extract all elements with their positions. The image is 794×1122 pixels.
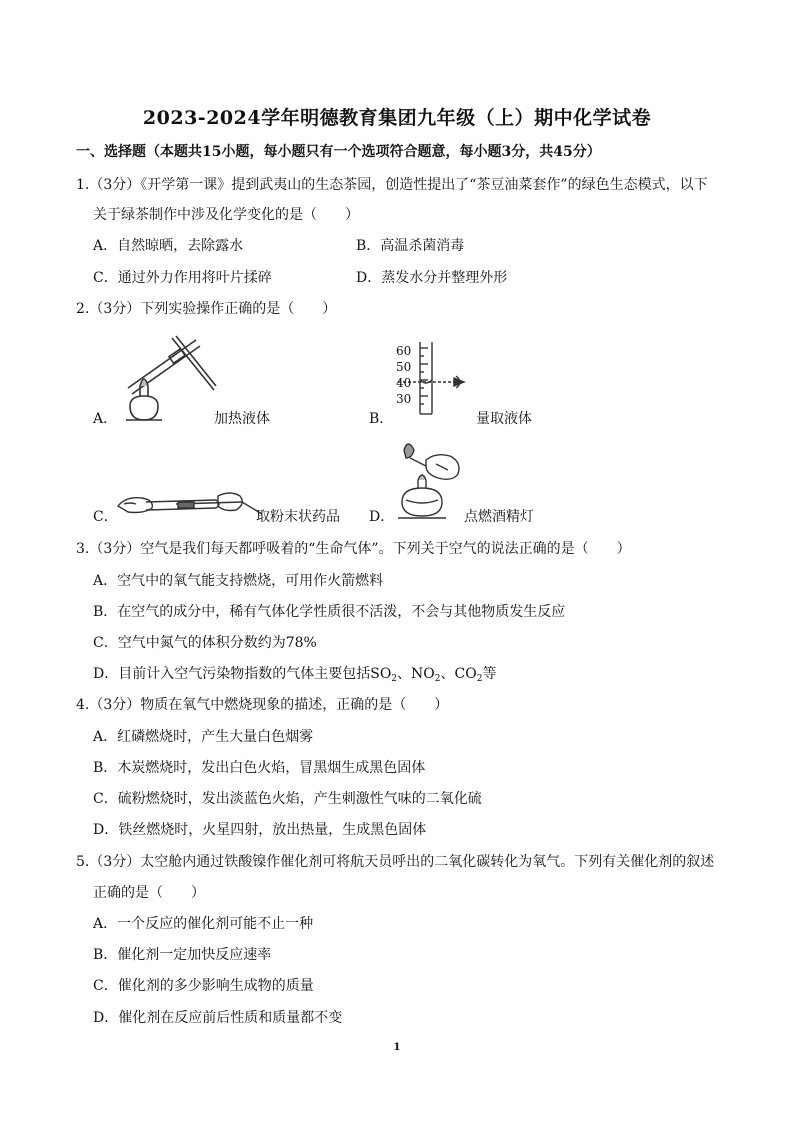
q1-stem-line1: 1.（3分）《开学第一课》提到武夷山的生态茶园，创造性提出了“茶豆油菜套作”的绿色生态模式，以下 (76, 177, 708, 193)
q5-stem-line2: 正确的是（ ） (93, 885, 205, 901)
q2-stem: 2.（3分）下列实验操作正确的是（ ） (76, 301, 337, 317)
cylinder-tick-50: 50 (396, 360, 412, 374)
q3-option-d-text-2: 、NO (397, 666, 435, 682)
heating-liquid-figure (118, 328, 218, 428)
q3-option-d (93, 665, 496, 683)
q1-stem-line2: 关于绿茶制作中涉及化学变化的是（ ） (93, 207, 359, 223)
cylinder-tick-30: 30 (396, 392, 412, 406)
q4-option-a: A．红磷燃烧时，产生大量白色烟雾 (93, 729, 314, 745)
q3-stem: 3.（3分）空气是我们每天都呼吸着的“生命气体”。下列关于空气的说法正确的是（ ） (76, 541, 631, 557)
q5-option-c: C．催化剂的多少影响生成物的质量 (93, 978, 314, 994)
cylinder-tick-40: 40 (396, 376, 412, 390)
q4-option-c: C．硫粉燃烧时，发出淡蓝色火焰，产生刺激性气味的二氧化硫 (93, 791, 482, 807)
alcohol-lamp-figure (392, 436, 472, 522)
section-heading: 一、选择题（本题共15小题，每小题只有一个选项符合题意，每小题3分，共45分） (76, 144, 601, 160)
q5-stem-line1: 5.（3分）太空舱内通过铁酸镍作催化剂可将航天员呼出的二氧化碳转化为氧气。下列有关催化剂的叙述 (76, 854, 715, 870)
exam-title: 2023-2024学年明德教育集团九年级（上）期中化学试卷 (142, 107, 652, 129)
q3-option-d-sub-2: 2 (434, 674, 441, 684)
q4-stem: 4.（3分）物质在氧气中燃烧现象的描述，正确的是（ ） (76, 697, 449, 713)
q5-option-a: A．一个反应的催化剂可能不止一种 (93, 916, 314, 932)
powder-reagent-figure (116, 484, 266, 524)
q3-option-d-text-4: 等 (482, 666, 497, 682)
q3-option-d-sub-3: 2 (476, 674, 483, 684)
cylinder-tick-60: 60 (396, 344, 412, 358)
page-number: 1 (393, 1042, 401, 1053)
q1-option-b: B．高温杀菌消毒 (356, 238, 465, 254)
q5-option-d: D．催化剂在反应前后性质和质量都不变 (93, 1010, 343, 1026)
q4-option-d: D．铁丝燃烧时，火星四射，放出热量，生成黑色固体 (93, 822, 427, 838)
q2-option-d-letter: D． (369, 509, 395, 525)
q2-option-c-caption: 取粉末状药品 (256, 509, 340, 525)
q2-option-d-caption: 点燃酒精灯 (464, 509, 534, 525)
q1-option-a: A．自然晾晒，去除露水 (93, 238, 244, 254)
q3-option-d-text-3: 、CO (440, 666, 477, 682)
q1-option-c: C．通过外力作用将叶片揉碎 (93, 270, 272, 286)
q1-option-d: D．蒸发水分并整理外形 (356, 270, 508, 286)
q3-option-b: B．在空气的成分中，稀有气体化学性质很不活泼，不会与其他物质发生反应 (93, 604, 566, 620)
q3-option-d-text-1: D．目前计入空气污染物指数的气体主要包括SO (93, 666, 392, 682)
q3-option-a: A．空气中的氧气能支持燃烧，可用作火箭燃料 (93, 573, 384, 589)
q2-option-b-caption: 量取液体 (476, 411, 532, 427)
q4-option-b: B．木炭燃烧时，发出白色火焰，冒黑烟生成黑色固体 (93, 760, 426, 776)
q5-option-b: B．催化剂一定加快反应速率 (93, 947, 272, 963)
q2-option-a-caption: 加热液体 (214, 411, 270, 427)
q3-option-d-sub-1: 2 (391, 674, 398, 684)
q2-option-c-letter: C． (93, 509, 118, 525)
q3-option-c: C．空气中氮气的体积分数约为78% (93, 635, 317, 651)
q2-option-a-letter: A． (93, 411, 118, 427)
q2-option-b-letter: B． (369, 411, 394, 427)
